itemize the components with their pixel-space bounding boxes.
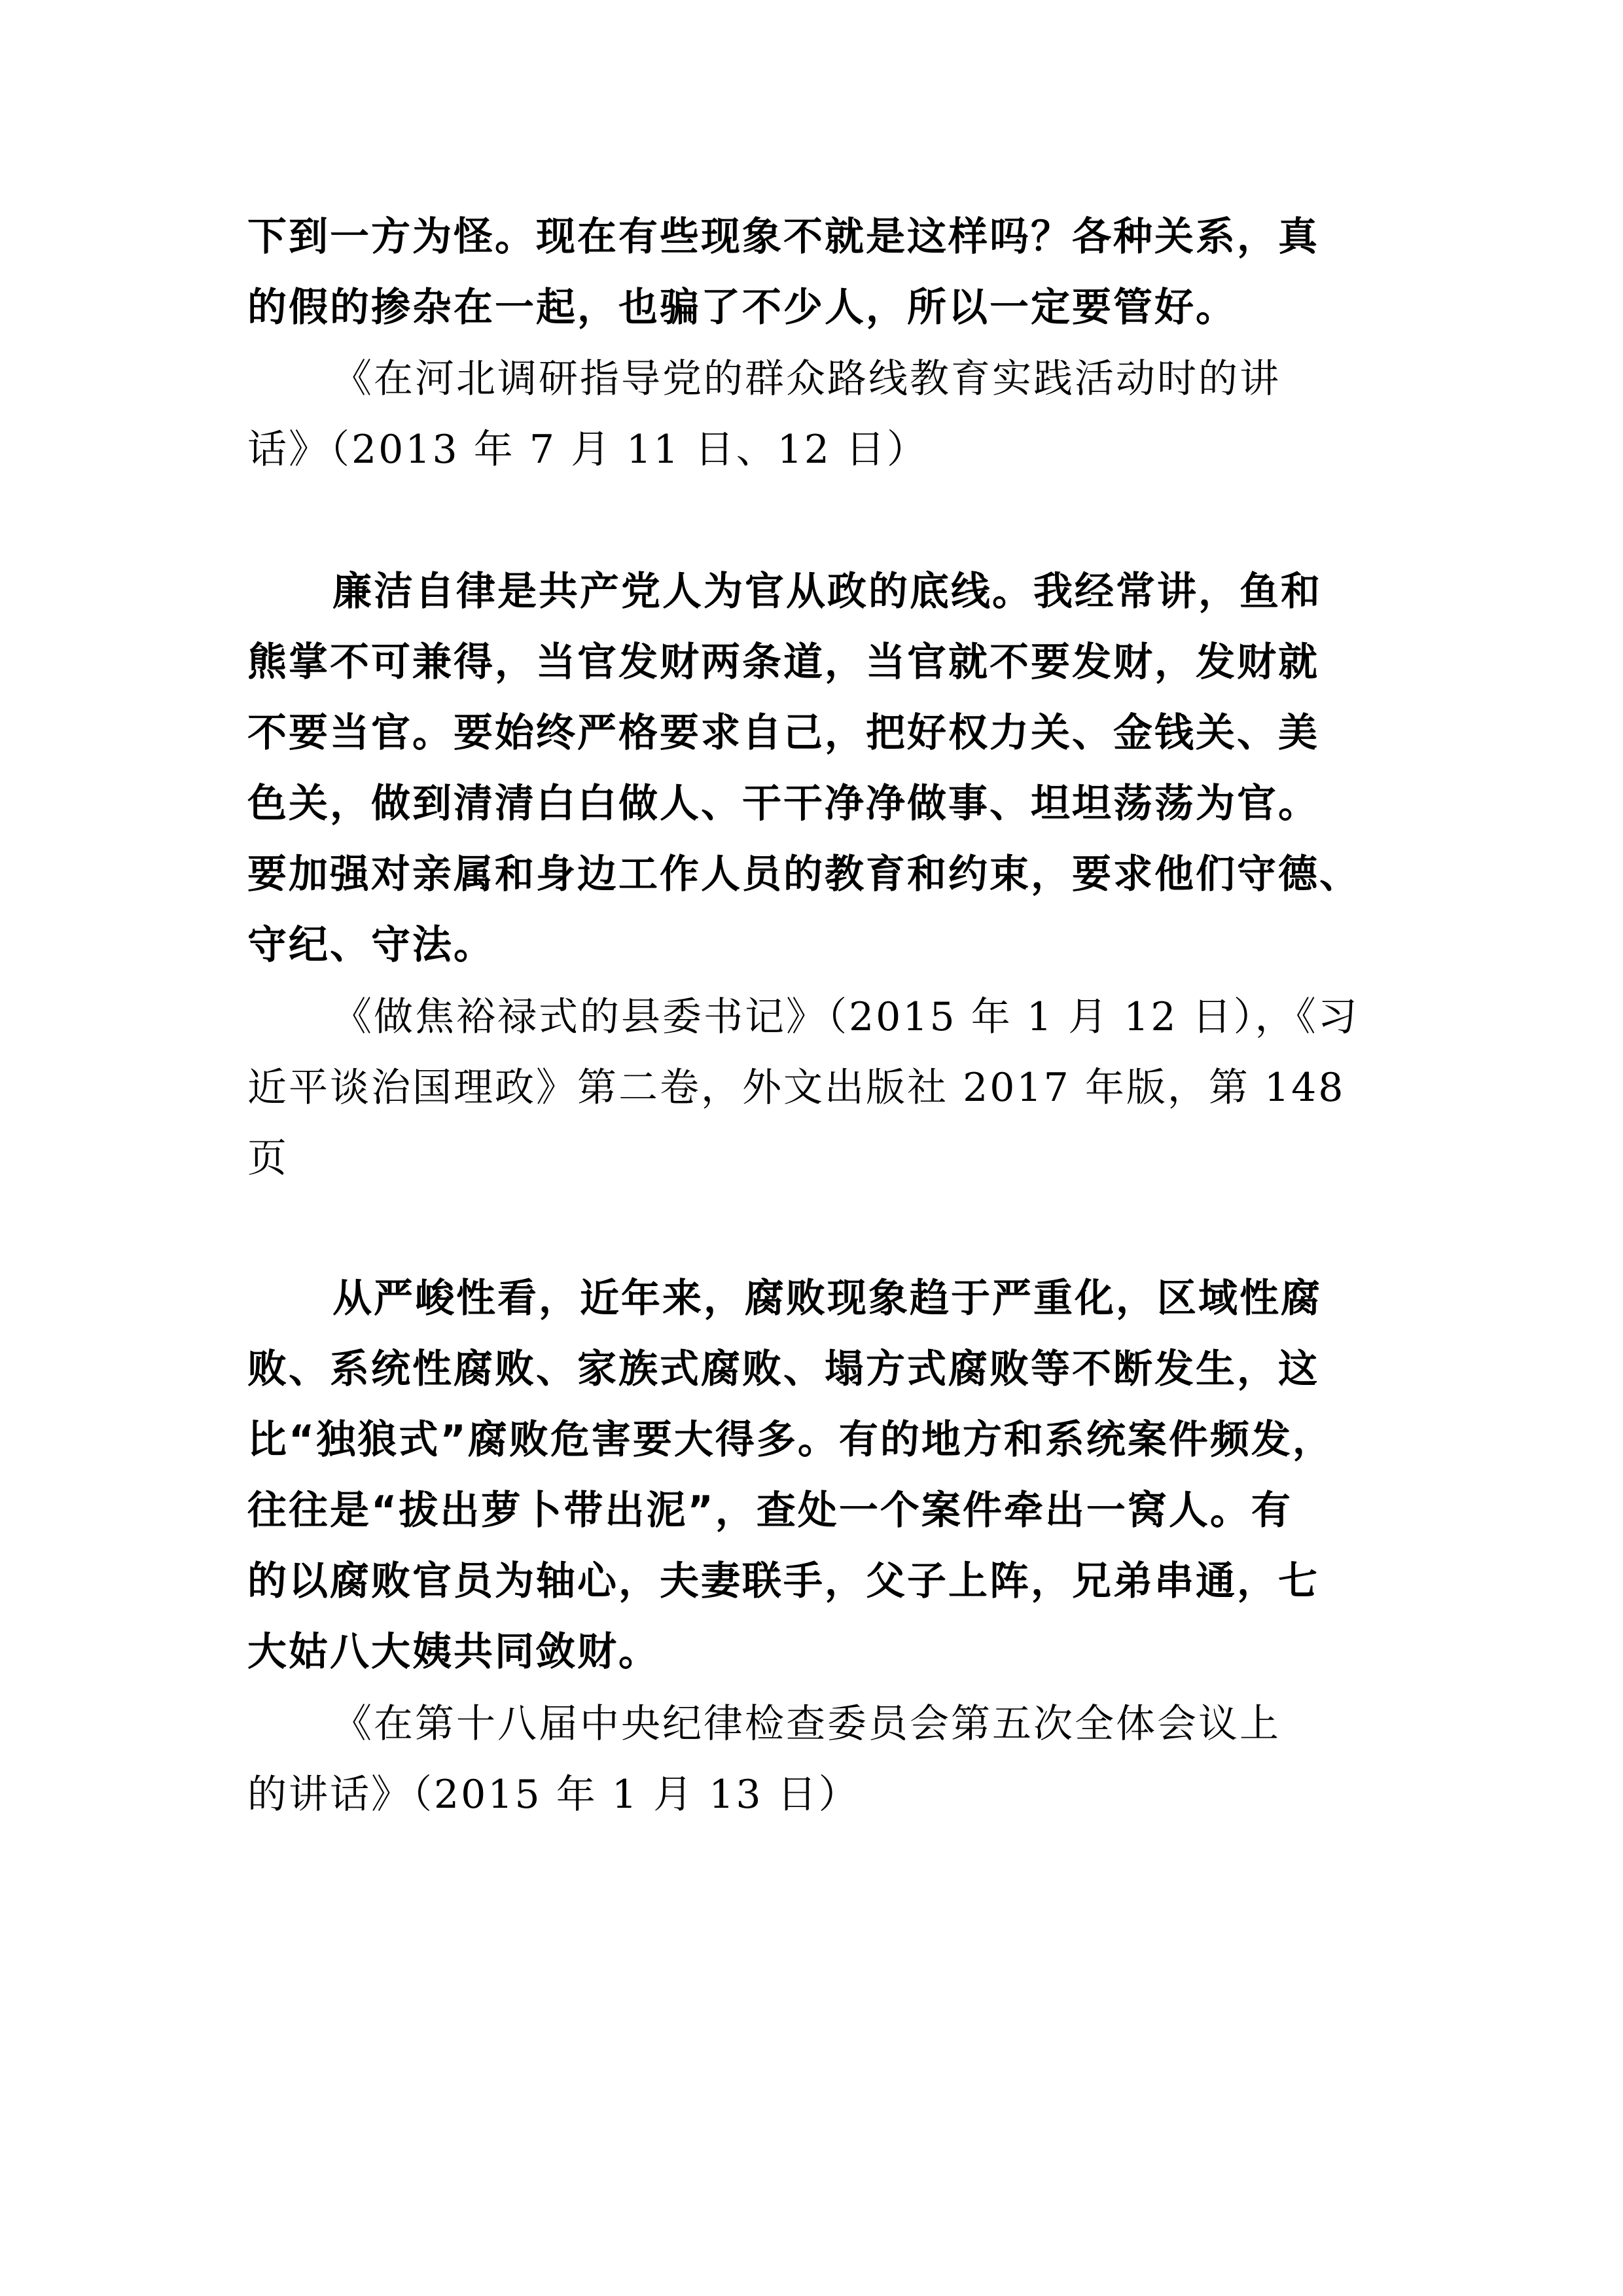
citation-line: 《在河北调研指导党的群众路线教育实践活动时的讲 xyxy=(332,356,1281,402)
source-citation-2 xyxy=(247,982,1399,1194)
text-line: 大姑八大姨共同敛财。 xyxy=(247,1629,660,1675)
quote-paragraph-1 xyxy=(247,202,1399,343)
text-line: 的以腐败官员为轴心，夫妻联手，父子上阵，兄弟串通，七 xyxy=(247,1558,1319,1604)
text-line: 要加强对亲属和身边工作人员的教育和约束，要求他们守德、 xyxy=(247,852,1361,897)
citation-line: 页 xyxy=(247,1136,289,1181)
citation-line: 的讲话》（2015 年 1 月 13 日） xyxy=(247,1772,860,1818)
source-citation-1 xyxy=(247,344,1399,485)
text-line: 色关，做到清清白白做人、干干净净做事、坦坦荡荡为官。 xyxy=(247,781,1319,827)
text-line: 不要当官。要始终严格要求自己，把好权力关、金钱关、美 xyxy=(247,710,1319,756)
citation-line: 近平谈治国理政》第二卷，外文出版社 2017 年版，第 148 xyxy=(247,1065,1346,1111)
text-line: 败、系统性腐败、家族式腐败、塌方式腐败等不断发生，这 xyxy=(247,1346,1319,1392)
quote-paragraph-3 xyxy=(247,1263,1399,1687)
text-line: 的假的掺杂在一起，也骗了不少人，所以一定要管好。 xyxy=(247,285,1237,331)
text-line: 守纪、守法。 xyxy=(247,922,495,968)
text-line: 往往是“拔出萝卜带出泥”，查处一个案件牵出一窝人。有 xyxy=(247,1488,1293,1534)
text-line: 廉洁自律是共产党人为官从政的底线。我经常讲，鱼和 xyxy=(332,569,1322,615)
text-line: 下到一方为怪。现在有些现象不就是这样吗？各种关系，真 xyxy=(247,214,1319,260)
text-line: 熊掌不可兼得，当官发财两条道，当官就不要发财，发财就 xyxy=(247,639,1319,685)
citation-line: 话》（2013 年 7 月 11 日、12 日） xyxy=(247,427,928,473)
text-line: 比“独狼式”腐败危害要大得多。有的地方和系统案件频发， xyxy=(247,1417,1334,1463)
source-citation-3 xyxy=(247,1689,1399,1830)
citation-line: 《做焦裕禄式的县委书记》（2015 年 1 月 12 日），《习 xyxy=(332,994,1359,1040)
text-line: 从严峻性看，近年来，腐败现象趋于严重化，区域性腐 xyxy=(332,1276,1322,1321)
citation-line: 《在第十八届中央纪律检查委员会第五次全体会议上 xyxy=(332,1701,1281,1747)
quote-paragraph-2 xyxy=(247,556,1399,980)
